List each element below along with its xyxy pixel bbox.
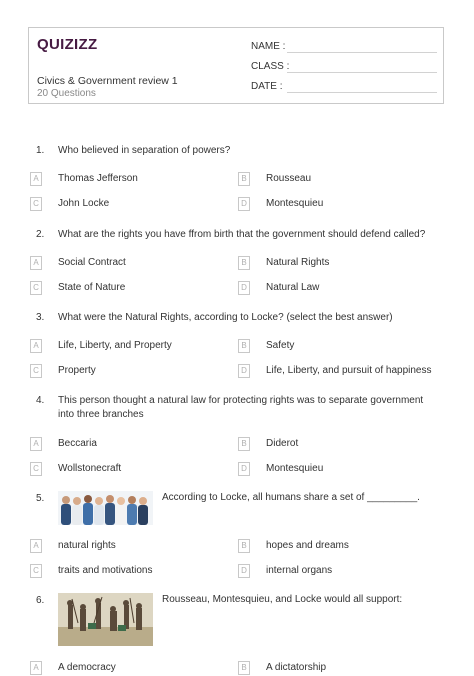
class-field[interactable] [251,61,289,72]
name-label: NAME : [251,41,286,52]
question-text: Rousseau, Montesquieu, and Locke would all support: [162,594,403,605]
option-letter-box: C [30,364,42,378]
worksheet-header [28,27,444,104]
option-letter-box: D [238,197,250,211]
option-label: Social Contract [58,257,126,268]
option-label: A democracy [58,662,116,673]
group-of-people-image [58,491,153,525]
option-label: traits and motivations [58,565,153,576]
question-text: According to Locke, all humans share a set of _________. [162,492,420,503]
option-letter-box: B [238,437,250,451]
quizizz-logo: QUIZIZZ [37,36,98,53]
date-field[interactable] [251,81,282,92]
option-letter-box: A [30,339,42,353]
class-label: CLASS : [251,61,290,72]
option-letter-box: A [30,256,42,270]
option-letter-box: B [238,539,250,553]
option-letter-box: B [238,661,250,675]
option-letter-box: D [238,281,250,295]
option-label: Montesquieu [266,198,324,209]
option-label: State of Nature [58,282,126,293]
question-number: 5. [36,493,45,504]
option-label: Life, Liberty, and pursuit of happiness [266,365,432,376]
option-label: Montesquieu [266,463,324,474]
question-number: 3. [36,312,45,323]
question-text: What are the rights you have ffrom birth that the government should defend called? [58,229,426,240]
option-letter-box: C [30,564,42,578]
option-label: Safety [266,340,295,351]
question-number: 1. [36,145,45,156]
question-text: This person thought a natural law for protecting rights was to separate government into three branches [58,395,424,420]
name-line [287,52,437,53]
option-label: Life, Liberty, and Property [58,340,172,351]
option-label: hopes and dreams [266,540,349,551]
option-letter-box: A [30,172,42,186]
date-line [287,92,437,93]
option-label: Thomas Jefferson [58,173,138,184]
option-letter-box: C [30,197,42,211]
question-text: What were the Natural Rights, according to Locke? (select the best answer) [58,312,393,323]
question-number: 2. [36,229,45,240]
question-number: 4. [36,395,45,406]
option-label: Rousseau [266,173,312,184]
option-letter-box: C [30,462,42,476]
worksheet-title: Civics & Government review 1 [37,75,178,87]
date-label: DATE : [251,81,283,92]
question-text: Who believed in separation of powers? [58,145,231,156]
option-label: John Locke [58,198,110,209]
class-line [287,72,437,73]
option-label: Natural Law [266,282,320,293]
option-letter-box: B [238,256,250,270]
option-label: Wollstonecraft [58,463,122,474]
question-number: 6. [36,595,45,606]
option-letter-box: D [238,364,250,378]
option-label: internal organs [266,565,333,576]
option-label: natural rights [58,540,116,551]
historical-painting-image [58,593,153,646]
option-letter-box: C [30,281,42,295]
option-letter-box: A [30,437,42,451]
option-label: Diderot [266,438,299,449]
option-label: Natural Rights [266,257,330,268]
option-letter-box: B [238,339,250,353]
option-label: Beccaria [58,438,97,449]
option-letter-box: D [238,462,250,476]
option-letter-box: A [30,661,42,675]
question-count: 20 Questions [37,88,96,99]
option-label: Property [58,365,96,376]
name-field[interactable] [251,41,285,52]
option-label: A dictatorship [266,662,327,673]
option-letter-box: A [30,539,42,553]
option-letter-box: B [238,172,250,186]
option-letter-box: D [238,564,250,578]
